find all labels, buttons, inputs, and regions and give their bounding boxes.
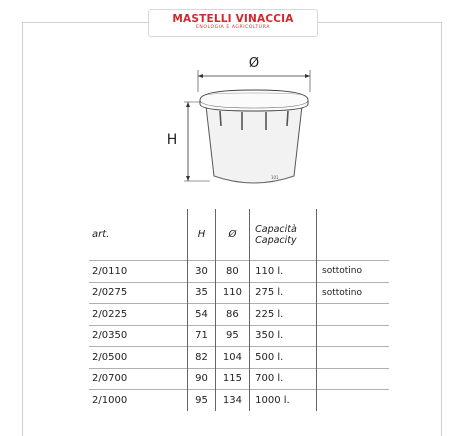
cell-capacity: 700 l.	[250, 368, 317, 390]
cell-diameter: 110	[215, 282, 249, 304]
cell-note	[317, 325, 389, 347]
cell-note: sottotino	[317, 261, 389, 283]
table-row	[89, 325, 389, 347]
brand-title: MASTELLI VINACCIA	[172, 13, 294, 25]
cell-capacity: 110 l.	[250, 261, 317, 283]
cell-height: 82	[188, 347, 215, 369]
cell-capacity: 275 l.	[250, 282, 317, 304]
cell-note	[317, 390, 389, 411]
cell-art: 2/0500	[89, 347, 188, 369]
cell-capacity: 350 l.	[250, 325, 317, 347]
cell-height: 35	[188, 282, 215, 304]
header-diameter: Ø	[215, 209, 249, 261]
cell-note	[317, 347, 389, 369]
tub-drawing	[150, 48, 320, 198]
cell-diameter: 104	[215, 347, 249, 369]
header-note	[317, 209, 389, 261]
brand-subtitle: ENOLOGIA E AGRICOLTURA	[195, 25, 270, 30]
cell-diameter: 134	[215, 390, 249, 411]
cell-note	[317, 304, 389, 326]
table-row	[89, 304, 389, 326]
cell-height: 54	[188, 304, 215, 326]
cell-diameter: 80	[215, 261, 249, 283]
brand-logo	[148, 9, 318, 37]
header-art: art.	[92, 229, 110, 240]
cell-diameter: 115	[215, 368, 249, 390]
height-symbol: H	[166, 132, 178, 148]
cell-height: 30	[188, 261, 215, 283]
header-height: H	[188, 209, 215, 261]
cell-diameter: 95	[215, 325, 249, 347]
cell-art: 2/0225	[89, 304, 188, 326]
diameter-symbol: Ø	[248, 56, 260, 71]
header-capacity-it: Capacità	[255, 223, 297, 235]
cell-art: 2/0700	[89, 368, 188, 390]
cell-height: 71	[188, 325, 215, 347]
cell-art: 2/0110	[89, 261, 188, 283]
table-row	[89, 390, 389, 411]
cell-capacity: 225 l.	[250, 304, 317, 326]
table-row	[89, 261, 389, 283]
header-capacity-en: Capacity	[255, 234, 297, 246]
cell-art: 2/1000	[89, 390, 188, 411]
table-row	[89, 368, 389, 390]
cell-art: 2/0350	[89, 325, 188, 347]
table-header-row	[89, 209, 389, 261]
cell-height: 95	[188, 390, 215, 411]
table-row	[89, 282, 389, 304]
cell-capacity: 500 l.	[250, 347, 317, 369]
cell-note: sottotino	[317, 282, 389, 304]
product-table	[89, 209, 389, 411]
cell-note	[317, 368, 389, 390]
table-row	[89, 347, 389, 369]
cell-diameter: 86	[215, 304, 249, 326]
cell-capacity: 1000 l.	[250, 390, 317, 411]
cell-art: 2/0275	[89, 282, 188, 304]
header-capacity	[250, 209, 317, 261]
capacity-mark: 101	[271, 175, 279, 180]
cell-height: 90	[188, 368, 215, 390]
